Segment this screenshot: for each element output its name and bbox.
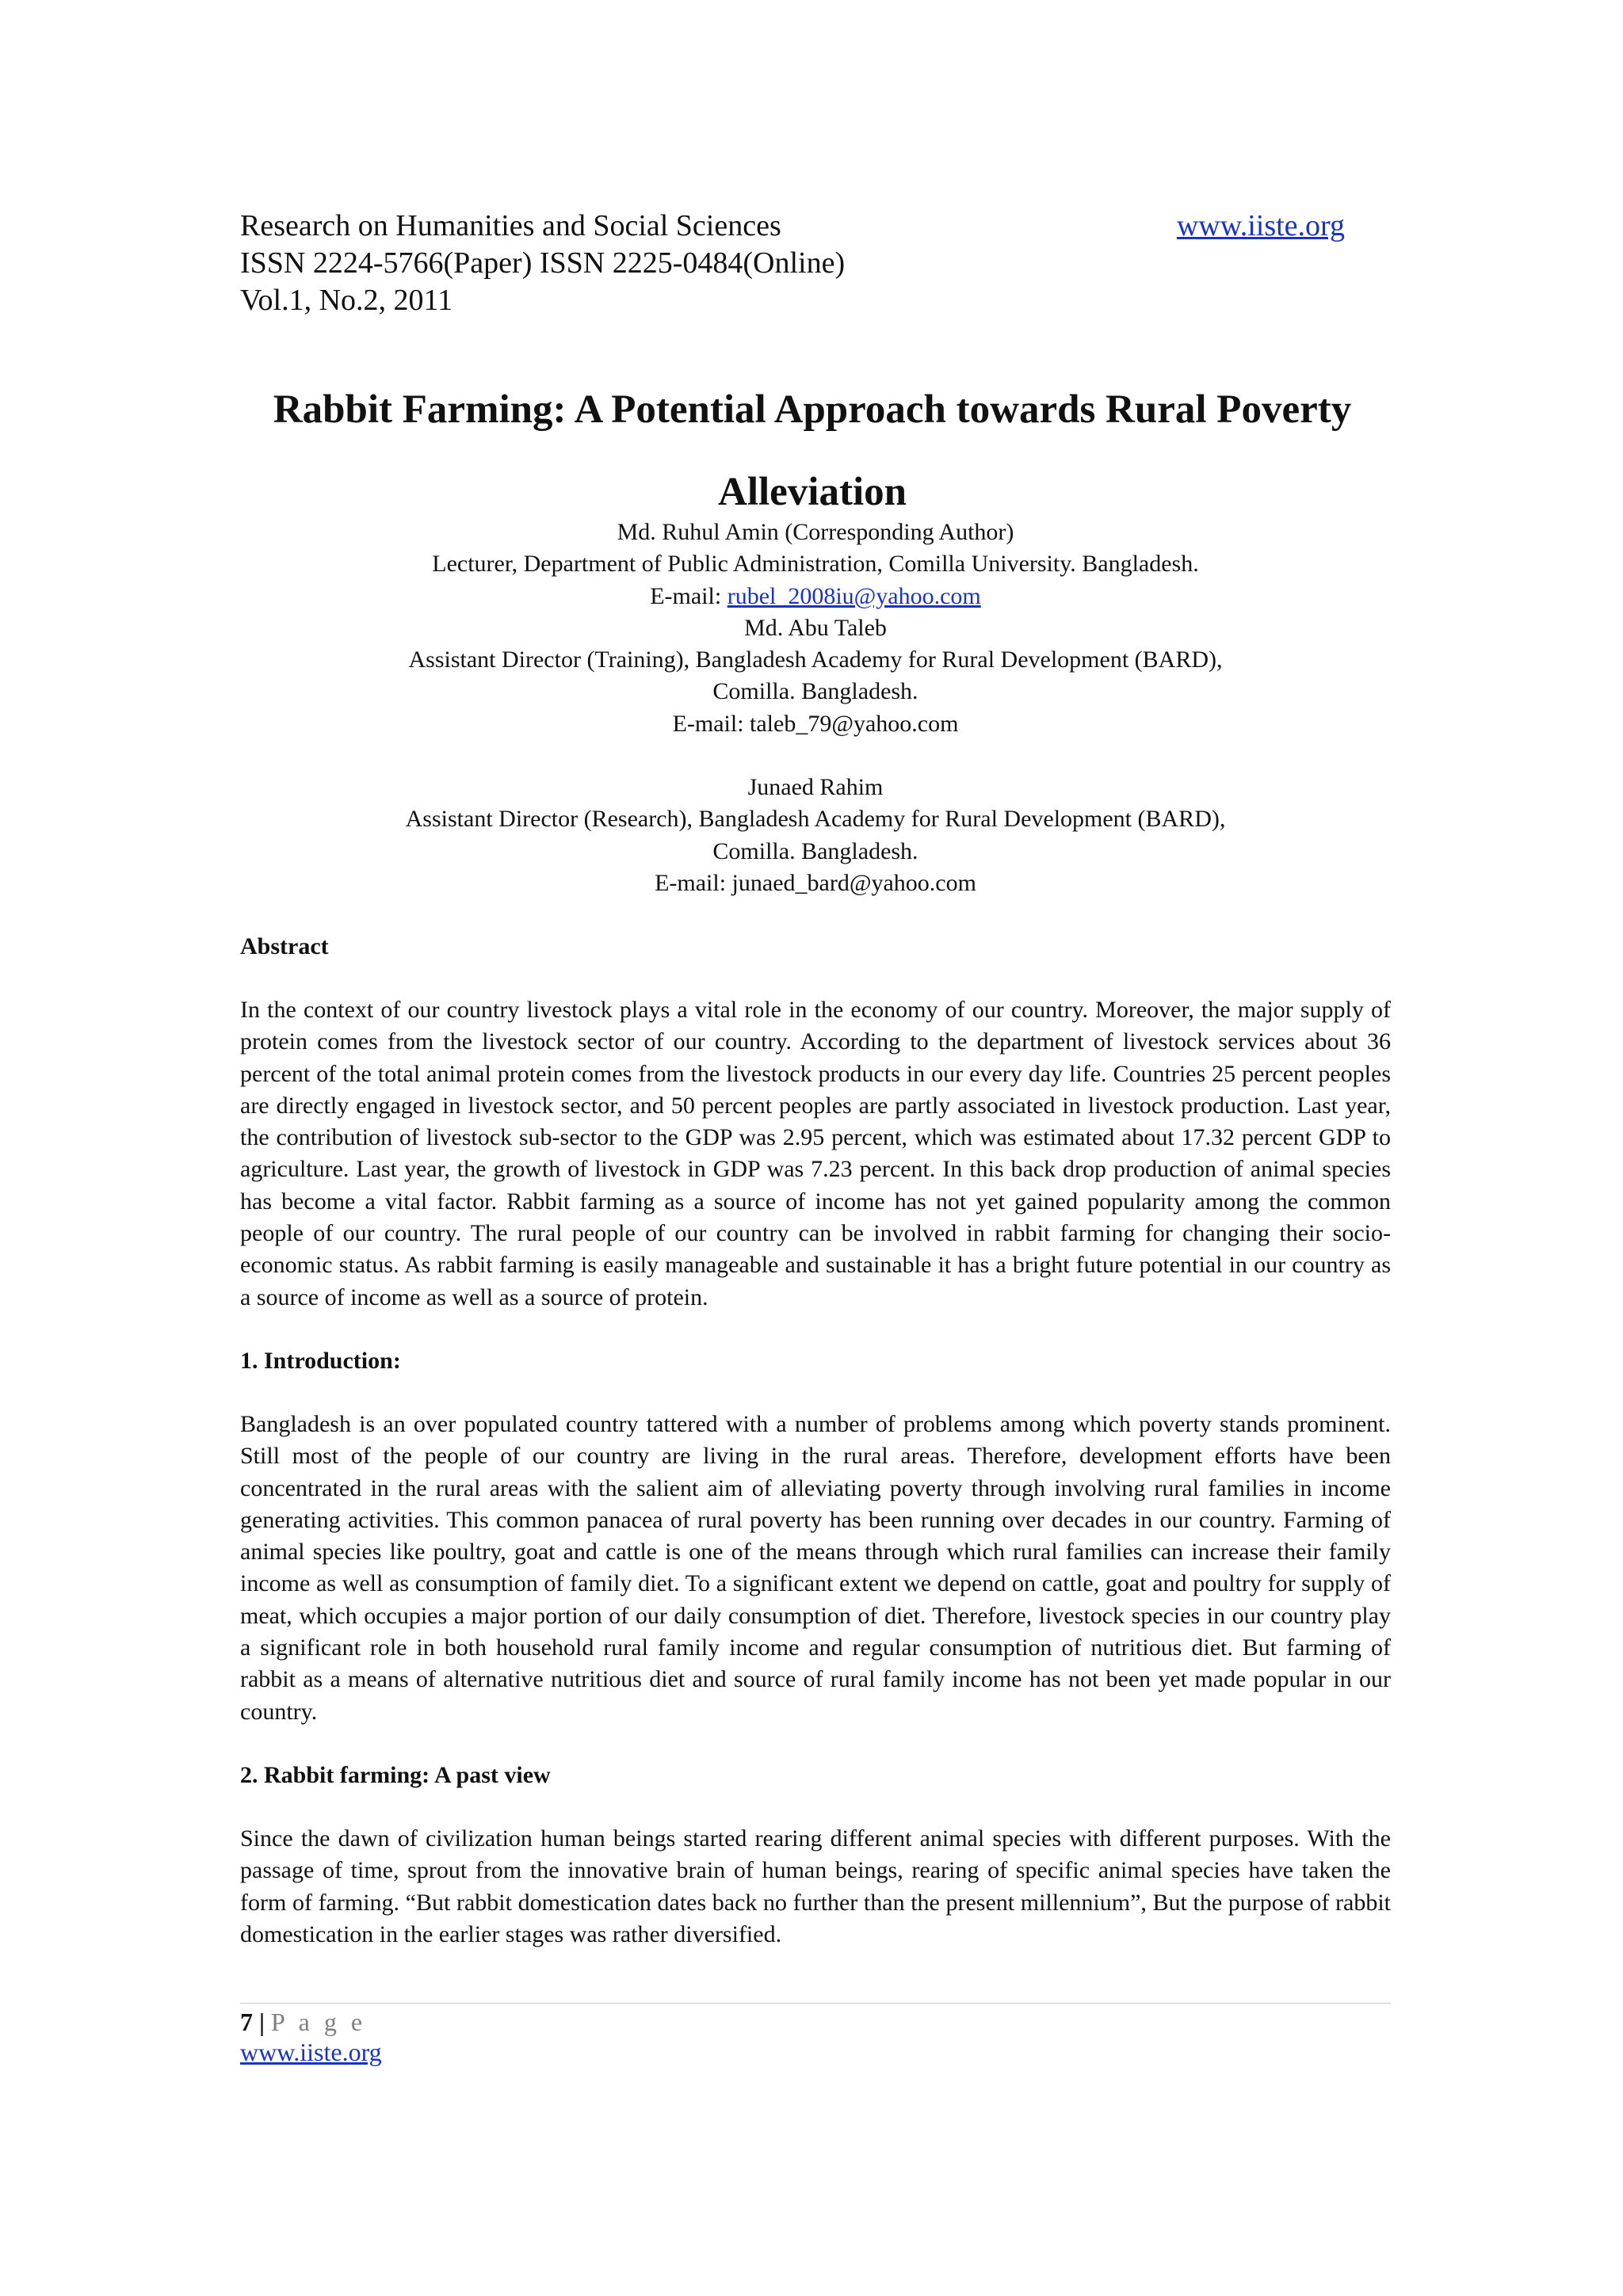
spacer: [240, 1791, 1391, 1823]
introduction-heading: 1. Introduction:: [240, 1347, 401, 1374]
introduction-paragraph: Bangladesh is an over populated country tattered with a number of problems among which poverty stands prominent. Still most of the people of our country are living in the rural areas. Therefore, development efforts have been concentrated in the rural areas with the salient aim of alleviating poverty through involving rural families in income generating activities. This common panacea of rural poverty has been running over decades in our country. Farming of animal species like poultry, goat and cattle is one of the means through which rural families can increase their family income as well as consumption of family diet. To a significant extent we depend on cattle, goat and poultry for supply of meat, which occupies a major portion of our daily consumption of diet. Therefore, livestock species in our country play a significant role in both household rural family income and regular consumption of nutritious diet. But farming of rabbit as a means of alternative nutritious diet and source of rural family income has not been yet made popular in our country.: [240, 1410, 1391, 1725]
page-label: P a g e: [271, 2008, 367, 2036]
section2-paragraph: Since the dawn of civilization human beings started rearing different animal species with different purposes. With the passage of time, sprout from the innovative brain of human beings, rearing of specific animal species have taken the form of farming. “But rabbit domestication dates back no further than the present millennium”, But the purpose of rabbit domestication in the earlier stages was rather diversified.: [240, 1825, 1391, 1947]
journal-header: [240, 208, 1345, 319]
abstract-paragraph: In the context of our country livestock plays a vital role in the economy of our country. Moreover, the major supply of protein comes from the livestock sector of our country. According to the department of livestock services about 36 percent of the total animal protein comes from the livestock products in our every day life. Countries 25 percent peoples are directly engaged in livestock sector, and 50 percent peoples are partly associated in livestock production. Last year, the contribution of livestock sub-sector to the GDP was 2.95 percent, which was estimated about 17.32 percent GDP to agriculture. Last year, the growth of livestock in GDP was 7.23 percent. In this back drop production of animal species has become a vital factor. Rabbit farming as a source of income has not yet gained popularity among the common people of our country. The rural people of our country can be involved in rabbit farming for changing their socio-economic status. As rabbit farming is easily manageable and sustainable it has a bright future potential in our country as a source of income as well as a source of protein.: [240, 997, 1391, 1310]
author1-name: Md. Ruhul Amin (Corresponding Author): [617, 519, 1014, 545]
author2-affiliation: Assistant Director (Training), Bangladesh Academy for Rural Development (BARD),: [408, 646, 1223, 673]
journal-website-link[interactable]: www.iiste.org: [1176, 209, 1345, 242]
journal-name: Research on Humanities and Social Sciences: [240, 209, 781, 242]
paper-title: Rabbit Farming: A Potential Approach towards Rural Poverty Alleviation: [273, 387, 1352, 514]
journal-issn: ISSN 2224-5766(Paper) ISSN 2225-0484(Online): [240, 246, 846, 280]
author1-affiliation: Lecturer, Department of Public Administration, Comilla University. Bangladesh.: [432, 551, 1199, 578]
author2-affiliation-location: Comilla. Bangladesh.: [712, 678, 918, 705]
author3-name: Junaed Rahim: [747, 774, 884, 801]
author2-email: E-mail: taleb_79@yahoo.com: [672, 710, 959, 737]
paper-body: [240, 931, 1391, 1950]
page-separator: |: [259, 2008, 265, 2036]
author1-email-label: E-mail:: [650, 582, 727, 609]
abstract-heading: Abstract: [240, 933, 329, 959]
spacer: [240, 1728, 1391, 1760]
page-number: 7: [240, 2008, 253, 2036]
author3-affiliation-location: Comilla. Bangladesh.: [712, 837, 918, 864]
author3-email: E-mail: junaed_bard@yahoo.com: [655, 869, 976, 896]
author2-name: Md. Abu Taleb: [744, 614, 887, 641]
journal-header-row: [240, 208, 1345, 245]
footer-website-link[interactable]: www.iiste.org: [240, 2038, 382, 2066]
page-footer: [240, 2007, 382, 2067]
footer-divider: [240, 2003, 1391, 2004]
author-block: [240, 517, 1391, 899]
spacer: [240, 1377, 1391, 1409]
section2-heading: 2. Rabbit farming: A past view: [240, 1761, 551, 1788]
author3-affiliation: Assistant Director (Research), Bangladesh Academy for Rural Development (BARD),: [405, 806, 1226, 833]
journal-volume: Vol.1, No.2, 2011: [240, 284, 453, 317]
spacer: [240, 1314, 1391, 1345]
author1-email-line: [240, 581, 1391, 612]
author-spacer: [240, 740, 1391, 772]
author1-email-link[interactable]: rubel_2008iu@yahoo.com: [727, 582, 981, 609]
spacer: [240, 963, 1391, 994]
